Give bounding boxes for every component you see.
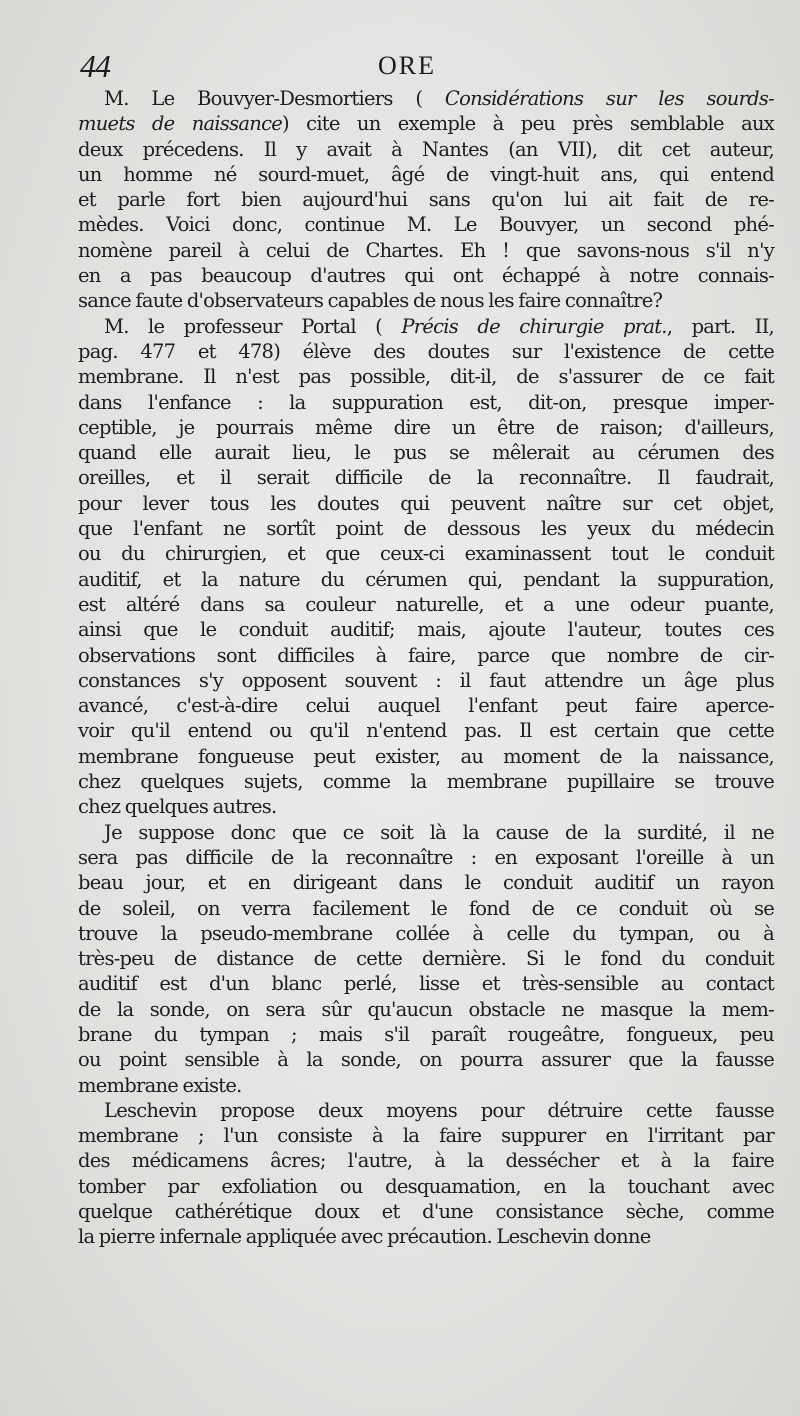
text-line	[78, 1047, 774, 1072]
text-run: membrane. Il n'est pas possible, dit-il, de s'assurer de ce fait	[78, 365, 774, 389]
text-line	[78, 288, 774, 313]
text-run: chez quelques autres.	[78, 795, 277, 819]
text-run: M. le professeur Portal (	[104, 314, 402, 338]
text-line	[78, 668, 774, 693]
text-run: membrane ; l'un consiste à la faire suppurer en l'irritant par	[78, 1124, 774, 1148]
text-line	[78, 896, 774, 921]
text-run: et parle fort bien aujourd'hui sans qu'on lui ait fait de re-	[78, 188, 774, 212]
text-run: ainsi que le conduit auditif; mais, ajoute l'auteur, toutes ces	[78, 618, 774, 642]
text-line	[78, 845, 774, 870]
text-run: est altéré dans sa couleur naturelle, et a une odeur puante,	[78, 592, 774, 616]
text-run: mèdes. Voici donc, continue M. Le Bouvyer, un second phé-	[78, 213, 774, 237]
paragraph	[78, 86, 774, 314]
text-line	[78, 86, 774, 111]
text-line	[78, 162, 774, 187]
text-line	[78, 1199, 774, 1224]
text-line	[78, 693, 774, 718]
text-run: très-peu de distance de cette dernière. Si le fond du conduit	[78, 947, 774, 971]
text-line	[78, 238, 774, 263]
text-line	[78, 541, 774, 566]
text-line	[78, 1174, 774, 1199]
text-run: la pierre infernale appliquée avec précaution. Leschevin donne	[78, 1225, 651, 1249]
text-line	[78, 491, 774, 516]
text-run: constances s'y opposent souvent : il faut attendre un âge plus	[78, 668, 774, 692]
text-run: auditif, et la nature du cérumen qui, pendant la suppuration,	[78, 567, 774, 591]
text-run: un homme né sourd-muet, âgé de vingt-huit ans, qui entend	[78, 162, 774, 186]
text-run: de soleil, on verra facilement le fond de ce conduit où se	[78, 896, 774, 920]
text-line	[78, 137, 774, 162]
text-line	[78, 820, 774, 845]
text-run: des médicamens âcres; l'autre, à la dessécher et à la faire	[78, 1149, 774, 1173]
text-line	[78, 718, 774, 743]
text-run: voir qu'il entend ou qu'il n'entend pas. Il est certain que cette	[78, 719, 774, 743]
text-line	[78, 971, 774, 996]
paragraph	[78, 820, 774, 1098]
text-run: sera pas difficile de la reconnaître : en exposant l'oreille à un	[78, 845, 774, 869]
body-text	[78, 86, 774, 1250]
text-run: sance faute d'observateurs capables de nous les faire connaître?	[78, 289, 663, 313]
text-run: Je suppose donc que ce soit là la cause de la surdité, il ne	[104, 820, 774, 844]
running-head: ORE	[378, 51, 436, 80]
text-run: dans l'enfance : la suppuration est, dit-on, presque imper-	[78, 390, 774, 414]
text-line	[78, 390, 774, 415]
text-run: beau jour, et en dirigeant dans le conduit auditif un rayon	[78, 871, 774, 895]
text-line	[78, 516, 774, 541]
text-line	[78, 440, 774, 465]
text-run: chez quelques sujets, comme la membrane pupillaire se trouve	[78, 770, 774, 794]
text-run: , part. II,	[666, 314, 774, 338]
text-line	[78, 111, 774, 136]
text-line	[78, 465, 774, 490]
text-run: ou point sensible à la sonde, on pourra assurer que la fausse	[78, 1048, 774, 1072]
text-line	[78, 870, 774, 895]
text-run: ceptible, je pourrais même dire un être de raison; d'ailleurs,	[78, 415, 774, 439]
text-line	[78, 339, 774, 364]
text-run: oreilles, et il serait difficile de la reconnaître. Il faudrait,	[78, 466, 774, 490]
text-line	[78, 921, 774, 946]
paragraph	[78, 314, 774, 820]
text-line	[78, 1022, 774, 1047]
text-run: deux précedens. Il y avait à Nantes (an VII), dit cet auteur,	[78, 137, 774, 161]
text-line	[78, 592, 774, 617]
text-line	[78, 1224, 774, 1249]
text-run: quand elle aurait lieu, le pus se mêlerait au cérumen des	[78, 441, 774, 465]
text-run: Leschevin propose deux moyens pour détruire cette fausse	[104, 1098, 774, 1122]
text-run: tomber par exfoliation ou desquamation, en la touchant avec	[78, 1174, 774, 1198]
text-line	[78, 263, 774, 288]
text-line	[78, 314, 774, 339]
text-run: avancé, c'est-à-dire celui auquel l'enfant peut faire aperce-	[78, 694, 774, 718]
text-line	[78, 1098, 774, 1123]
text-run: ou du chirurgien, et que ceux-ci examinassent tout le conduit	[78, 542, 774, 566]
text-run: M. Le Bouvyer-Desmortiers (	[104, 87, 445, 110]
text-line	[78, 617, 774, 642]
italic-text: Considérations sur les sourds-	[444, 87, 774, 110]
text-run: brane du tympan ; mais s'il paraît rougeâtre, fongueux, peu	[78, 1022, 774, 1046]
text-line	[78, 187, 774, 212]
text-line	[78, 1073, 774, 1098]
text-run: trouve la pseudo-membrane collée à celle du tympan, ou à	[78, 921, 774, 945]
text-line	[78, 997, 774, 1022]
text-line	[78, 769, 774, 794]
text-line	[78, 415, 774, 440]
text-run: ) cite un exemple à peu près semblable aux	[282, 112, 775, 136]
text-line	[78, 212, 774, 237]
text-line	[78, 643, 774, 668]
text-run: observations sont difficiles à faire, parce que nombre de cir-	[78, 643, 774, 667]
text-line	[78, 364, 774, 389]
page-number: 44	[80, 48, 110, 84]
italic-text: Précis de chirurgie prat.	[401, 314, 667, 338]
text-run: en a pas beaucoup d'autres qui ont échappé à notre connais-	[78, 264, 774, 288]
text-run: auditif est d'un blanc perlé, lisse et très-sensible au contact	[78, 972, 774, 996]
page-header	[80, 46, 760, 86]
text-run: membrane existe.	[78, 1073, 242, 1097]
text-line	[78, 1123, 774, 1148]
paragraph	[78, 1098, 774, 1250]
text-line	[78, 567, 774, 592]
text-run: que l'enfant ne sortît point de dessous les yeux du médecin	[78, 517, 774, 541]
text-line	[78, 946, 774, 971]
text-run: nomène pareil à celui de Chartes. Eh ! que savons-nous s'il n'y	[78, 238, 774, 262]
italic-text: muets de naissance	[78, 112, 283, 136]
text-run: quelque cathérétique doux et d'une consistance sèche, comme	[78, 1200, 774, 1224]
text-run: pour lever tous les doutes qui peuvent naître sur cet objet,	[78, 491, 774, 515]
text-run: pag. 477 et 478) élève des doutes sur l'existence de cette	[78, 339, 774, 363]
text-line	[78, 744, 774, 769]
text-run: de la sonde, on sera sûr qu'aucun obstacle ne masque la mem-	[78, 997, 774, 1021]
text-run: membrane fongueuse peut exister, au moment de la naissance,	[78, 744, 774, 768]
text-line	[78, 794, 774, 819]
text-line	[78, 1148, 774, 1173]
